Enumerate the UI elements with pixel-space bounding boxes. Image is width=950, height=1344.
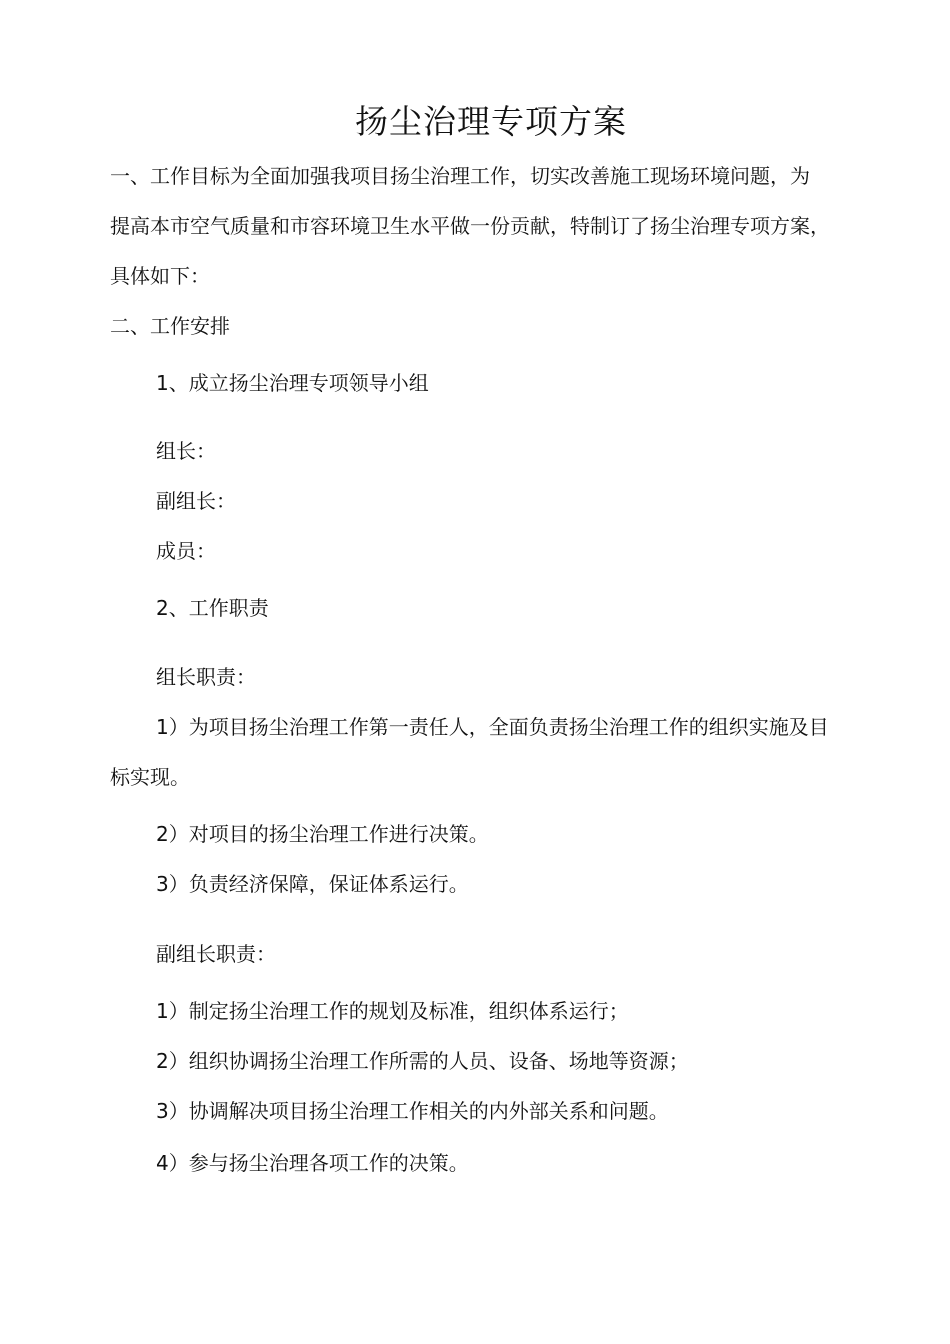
- leader-duty-3: 3）负责经济保障，保证体系运行。: [156, 872, 469, 896]
- document-title: 扬尘治理专项方案: [355, 102, 627, 141]
- deputy-duties-heading: 副组长职责：: [156, 942, 276, 966]
- item-1-leadership-group: 1、成立扬尘治理专项领导小组: [156, 371, 429, 395]
- leader-duty-1-line2: 标实现。: [110, 765, 190, 789]
- deputy-duty-1: 1）制定扬尘治理工作的规划及标准，组织体系运行；: [156, 999, 629, 1023]
- section1-line3: 具体如下：: [110, 264, 210, 288]
- leader-label: 组长：: [156, 439, 216, 463]
- section2-heading: 二、工作安排: [110, 314, 230, 338]
- leader-duties-heading: 组长职责：: [156, 665, 256, 689]
- deputy-duty-2: 2）组织协调扬尘治理工作所需的人员、设备、场地等资源；: [156, 1049, 689, 1073]
- deputy-duty-4: 4）参与扬尘治理各项工作的决策。: [156, 1151, 469, 1175]
- deputy-leader-label: 副组长：: [156, 489, 236, 513]
- item-2-responsibilities: 2、工作职责: [156, 596, 269, 620]
- members-label: 成员：: [156, 539, 216, 563]
- section1-line2: 提高本市空气质量和市容环境卫生水平做一份贡献，特制订了扬尘治理专项方案，: [110, 214, 830, 238]
- deputy-duty-3: 3）协调解决项目扬尘治理工作相关的内外部关系和问题。: [156, 1099, 669, 1123]
- section1-line1: 一、工作目标为全面加强我项目扬尘治理工作，切实改善施工现场环境问题，为: [110, 164, 810, 188]
- leader-duty-2: 2）对项目的扬尘治理工作进行决策。: [156, 822, 489, 846]
- leader-duty-1-line1: 1）为项目扬尘治理工作第一责任人，全面负责扬尘治理工作的组织实施及目: [156, 715, 829, 739]
